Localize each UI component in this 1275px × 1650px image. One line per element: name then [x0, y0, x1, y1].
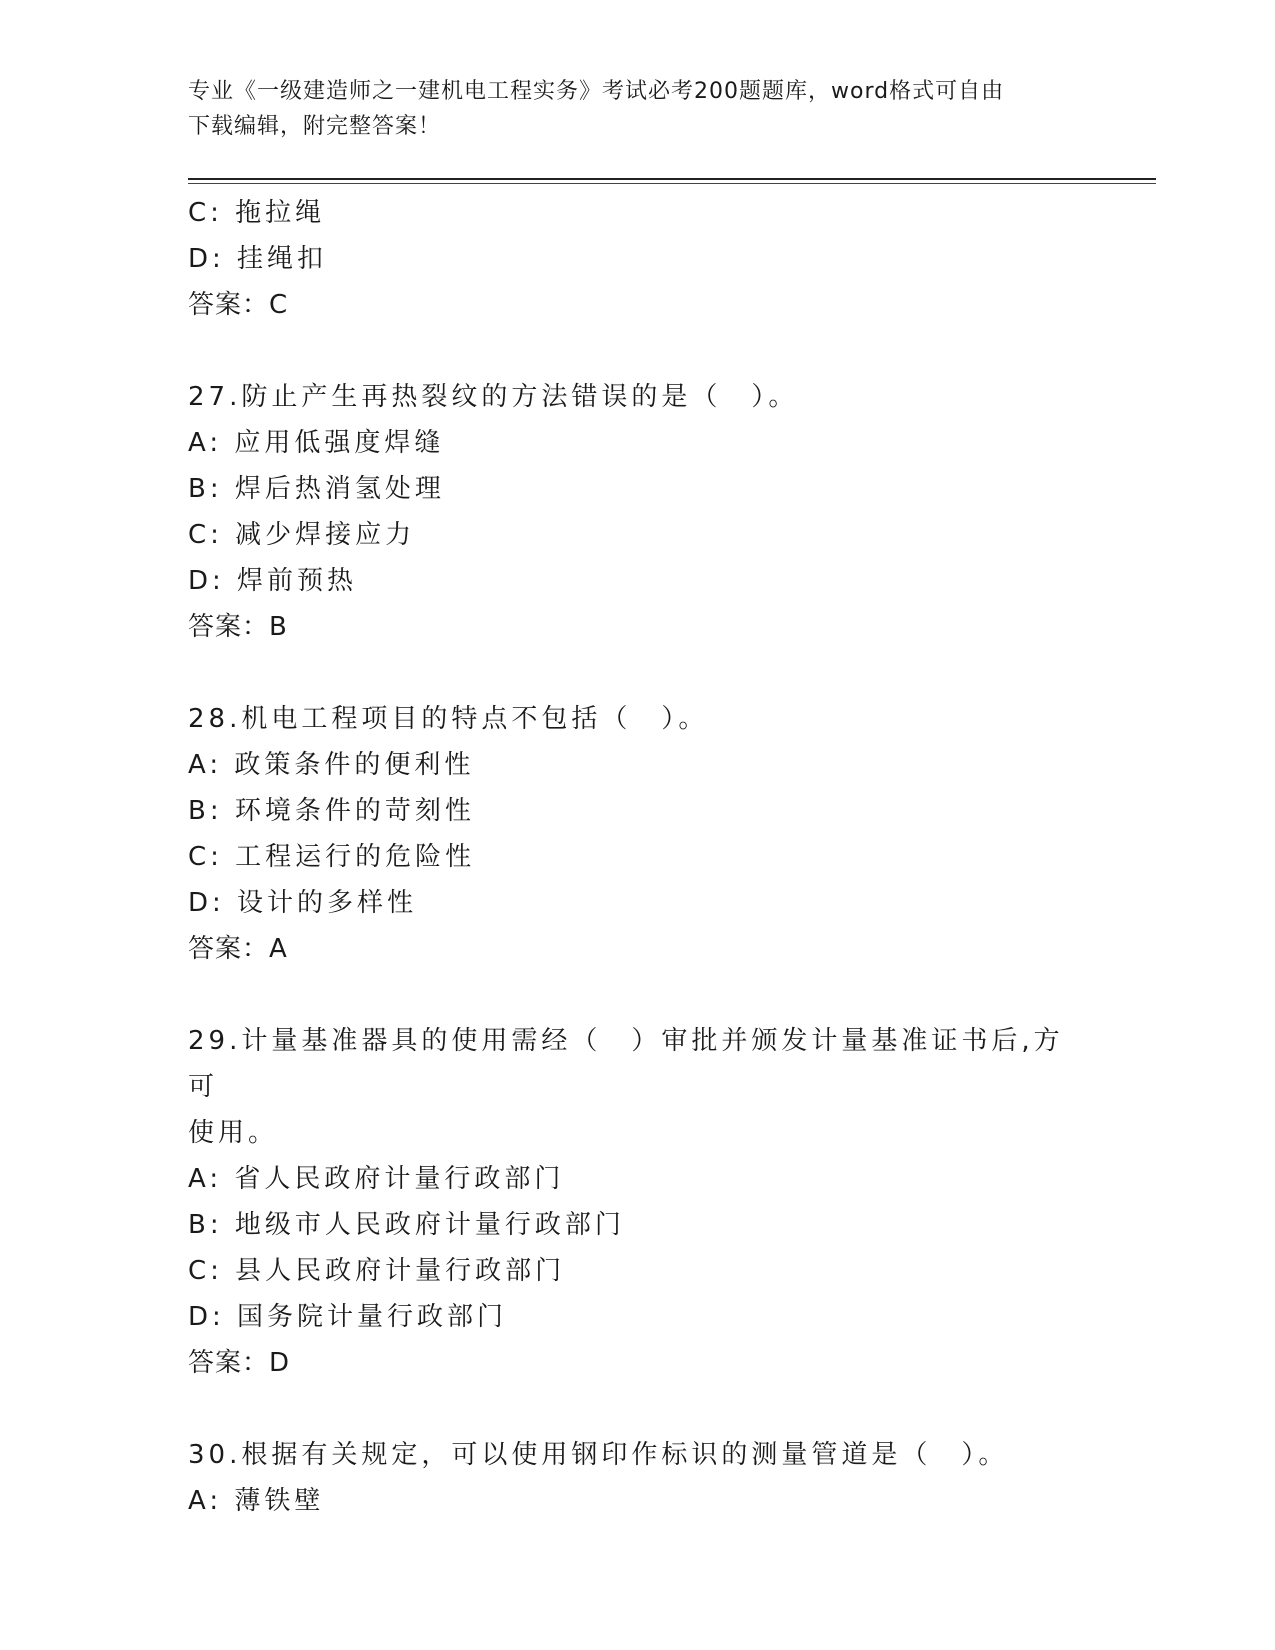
q29-option-a: A: 省人民政府计量行政部门: [188, 1164, 565, 1194]
q27-option-b: B: 焊后热消氢处理: [188, 474, 445, 504]
page-header: [188, 74, 1088, 144]
q30-question: 30.根据有关规定，可以使用钢印作标识的测量管道是（ ）。: [188, 1440, 1009, 1470]
q27-option-c: C: 减少焊接应力: [188, 520, 416, 550]
q29-option-c: C: 县人民政府计量行政部门: [188, 1256, 566, 1286]
spacer: [188, 650, 1088, 696]
q26-option-c: C: 拖拉绳: [188, 198, 326, 228]
q26-answer: 答案：C: [188, 290, 289, 320]
q28-option-d: D: 设计的多样性: [188, 888, 418, 918]
q28-question: 28.机电工程项目的特点不包括（ ）。: [188, 704, 709, 734]
q28-option-b: B: 环境条件的苛刻性: [188, 796, 475, 826]
q26-option-d: D: 挂绳扣: [188, 244, 328, 274]
spacer: [188, 328, 1088, 374]
q29-answer: 答案：D: [188, 1348, 291, 1378]
spacer: [188, 1386, 1088, 1432]
spacer: [188, 972, 1088, 1018]
q29-option-d: D: 国务院计量行政部门: [188, 1302, 508, 1332]
q27-option-a: A: 应用低强度焊缝: [188, 428, 445, 458]
header-divider-thick: [188, 178, 1156, 180]
q27-question: 27.防止产生再热裂纹的方法错误的是（ ）。: [188, 382, 799, 412]
q30-option-a: A: 薄铁壁: [188, 1486, 325, 1516]
q27-option-d: D: 焊前预热: [188, 566, 358, 596]
q28-option-c: C: 工程运行的危险性: [188, 842, 476, 872]
q27-answer: 答案：B: [188, 612, 288, 642]
q29-option-b: B: 地级市人民政府计量行政部门: [188, 1210, 625, 1240]
q28-answer: 答案：A: [188, 934, 288, 964]
header-divider-thin: [188, 183, 1156, 184]
header-line-1: 专业《一级建造师之一建机电工程实务》考试必考200题题库，word格式可自由: [188, 79, 1005, 104]
q29-question-line-1: 29.计量基准器具的使用需经（ ）审批并颁发计量基准证书后,方可: [188, 1026, 1064, 1102]
q29-question-line-2: 使用。: [188, 1118, 279, 1148]
question-list: [188, 190, 1088, 1524]
header-line-2: 下载编辑，附完整答案！: [188, 114, 442, 139]
q28-option-a: A: 政策条件的便利性: [188, 750, 475, 780]
